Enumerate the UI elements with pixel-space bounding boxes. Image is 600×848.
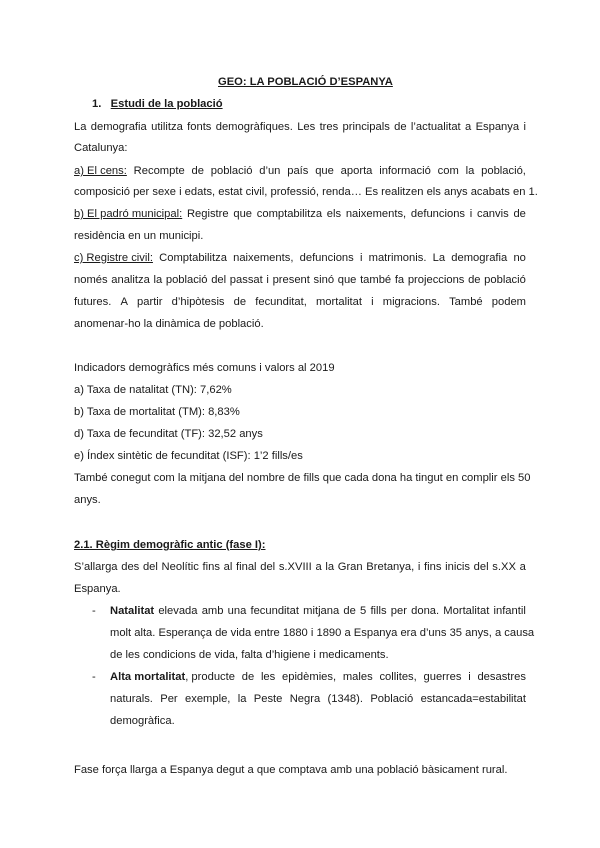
word: partir [137,296,163,308]
word: població [484,274,526,286]
word: exemple, [185,693,231,705]
word: demografia [90,121,147,133]
word: l’actualitat [410,121,461,133]
word: infantil [493,605,526,617]
word: Registre [186,208,229,220]
word: al [223,561,233,573]
word: només [74,274,108,286]
padro-line-1 [74,207,526,221]
word: desastres [477,671,526,683]
word: de [468,274,481,286]
word: país [287,165,309,177]
indicator-item: e) Índex sintètic de fecunditat (ISF): 1’2 fills/es [74,450,303,462]
word: Les [297,121,316,133]
word: Espanya [475,121,520,133]
word: projeccions [407,274,465,286]
word: d’hipòtesis [171,296,225,308]
word: Població [370,693,414,705]
bullet-2-line-2 [110,692,526,706]
word: a [315,561,322,573]
word: (1348). [327,693,363,705]
word: fa [394,274,405,286]
word: Mortalitat [443,605,490,617]
word: els [326,208,342,220]
word: podem [491,296,526,308]
word: a [465,121,472,133]
word: de [513,208,526,220]
word: Neolític [161,561,199,573]
padro-line-2: residència en un municipi. [74,230,204,242]
padro-label: b) El padró municipal: [74,208,183,220]
closing-paragraph: Fase força llarga a Espanya degut a que comptava amb una població bàsicament rural. [74,764,508,776]
word: mitjana [303,605,340,617]
word: fins [424,561,442,573]
word: i [371,296,374,308]
word: les [260,671,276,683]
word: utilitza [151,121,183,133]
word: no [513,252,526,264]
word: La [74,121,87,133]
word: una [227,605,247,617]
document-title: GEO: LA POBLACIÓ D’ESPANYA [218,76,393,88]
indicators-note-line-1: També conegut com la mitjana del nombre de fills que cada dona ha tingut en complir els 50 [74,472,531,484]
word: fecunditat [250,605,299,617]
word: S’allarga [74,561,118,573]
indicator-item: b) Taxa de mortalitat (TM): 8,83% [74,406,240,418]
word: i [469,208,473,220]
registre-line-2 [74,273,526,287]
word: , producte [185,671,235,683]
cens-line-2: composició per sexe i edats, estat civil, professió, renda… Es realitzen els anys acabats en 1. [74,186,538,198]
word: la [325,561,335,573]
word: demografia [451,252,508,264]
bullet-2-line-1 [110,670,526,684]
word: defuncions [299,252,354,264]
word: canvis [476,208,509,220]
word: guerres [423,671,462,683]
indicators-heading: Indicadors demogràfics més comuns i valors al 2019 [74,362,335,374]
word: present [272,274,310,286]
word: que [337,274,357,286]
word: naturals. [110,693,153,705]
word: i [417,561,421,573]
word: matrimonis. [368,252,427,264]
word: comptabilitza [256,208,323,220]
indicator-item: a) Taxa de natalitat (TN): 7,62% [74,384,232,396]
word: i [359,252,363,264]
word: amb [201,605,224,617]
word: futures. [74,296,112,308]
bullet-1-bold: Natalitat [110,605,155,617]
word: del [260,561,276,573]
word: elevada [158,605,198,617]
word: i [523,121,526,133]
word: i [266,274,269,286]
word: s.XVIII [278,561,312,573]
word: males [342,671,373,683]
word: A [120,296,128,308]
word: a [519,561,526,573]
indicator-item: d) Taxa de fecunditat (TF): 32,52 anys [74,428,263,440]
word: mortalitat [315,296,362,308]
word: la [237,693,247,705]
word: collites, [379,671,417,683]
word: naixements, [233,252,294,264]
intro-line-1 [74,120,526,134]
word: aporta [340,165,373,177]
section-1-number: 1. [92,98,102,110]
word: del [142,561,158,573]
bullet-dash: - [92,605,96,617]
word: fins [202,561,220,573]
word: de [343,605,356,617]
word: Bretanya, [366,561,415,573]
bullet-dash: - [92,671,96,683]
bullet-2-bold: Alta mortalitat [110,671,186,683]
word: Peste [253,693,283,705]
word: estancada=estabilitat [420,693,526,705]
section-2-1-intro-line-1 [74,560,526,574]
word: migracions. [382,296,440,308]
word: tres [319,121,339,133]
word: informació [379,165,431,177]
word: final [236,561,257,573]
bullet-1-line-3: de les condicions de vida, falta d’higiene i medicaments. [110,649,389,661]
word: Gran [337,561,363,573]
word: demogràfiques. [215,121,293,133]
indicators-note-line-2: anys. [74,494,101,506]
section-1-heading [92,97,223,111]
word: de [394,121,407,133]
word: per [390,605,407,617]
word: dona. [411,605,440,617]
word: d’un [259,165,281,177]
word: s.XX [492,561,516,573]
word: de [233,296,247,308]
word: des [121,561,140,573]
word: la [153,274,163,286]
word: de [241,671,255,683]
word: la [465,165,475,177]
word: del [211,274,227,286]
registre-label: c) Registre civil: [74,252,153,264]
bullet-2-line-3: demogràfica. [110,715,175,727]
word: com [437,165,459,177]
registre-line-1 [74,251,526,265]
word: població, [481,165,526,177]
cens-label: a) El cens: [74,165,127,177]
word: També [449,296,483,308]
intro-line-2: Catalunya: [74,142,128,154]
bullet-1-line-1 [110,604,526,618]
word: epidèmies, [282,671,337,683]
word: fecunditat, [255,296,307,308]
word: passat [229,274,263,286]
word: Negra [289,693,321,705]
section-2-1-intro-line-2: Espanya. [74,583,121,595]
word: sinó [313,274,335,286]
word: defuncions [410,208,466,220]
word: també [360,274,392,286]
word: població [210,165,253,177]
word: La [432,252,446,264]
word: analitza [111,274,150,286]
word: principals [342,121,390,133]
word: inicis [445,561,470,573]
word: que [233,208,253,220]
word: de [191,165,204,177]
bullet-1-line-2: molt alta. Esperança de vida entre 1880 i 1890 a Espanya era d’uns 35 anys, a causa [110,627,535,639]
section-2-1-heading: 2.1. Règim demogràfic antic (fase I): [74,539,266,551]
word: que [315,165,334,177]
word: Recompte [133,165,185,177]
cens-line-1 [74,164,526,178]
word: naixements, [345,208,407,220]
word: fills [370,605,387,617]
registre-line-3 [74,295,526,309]
word: del [473,561,489,573]
section-1-title: Estudi de la població [110,98,223,110]
word: població [165,274,208,286]
word: i [468,671,471,683]
word: Comptabilitza [159,252,227,264]
word: Per [160,693,178,705]
word: fonts [187,121,212,133]
registre-line-4: anomenar-ho la dinàmica de població. [74,318,264,330]
word: 5 [360,605,367,617]
